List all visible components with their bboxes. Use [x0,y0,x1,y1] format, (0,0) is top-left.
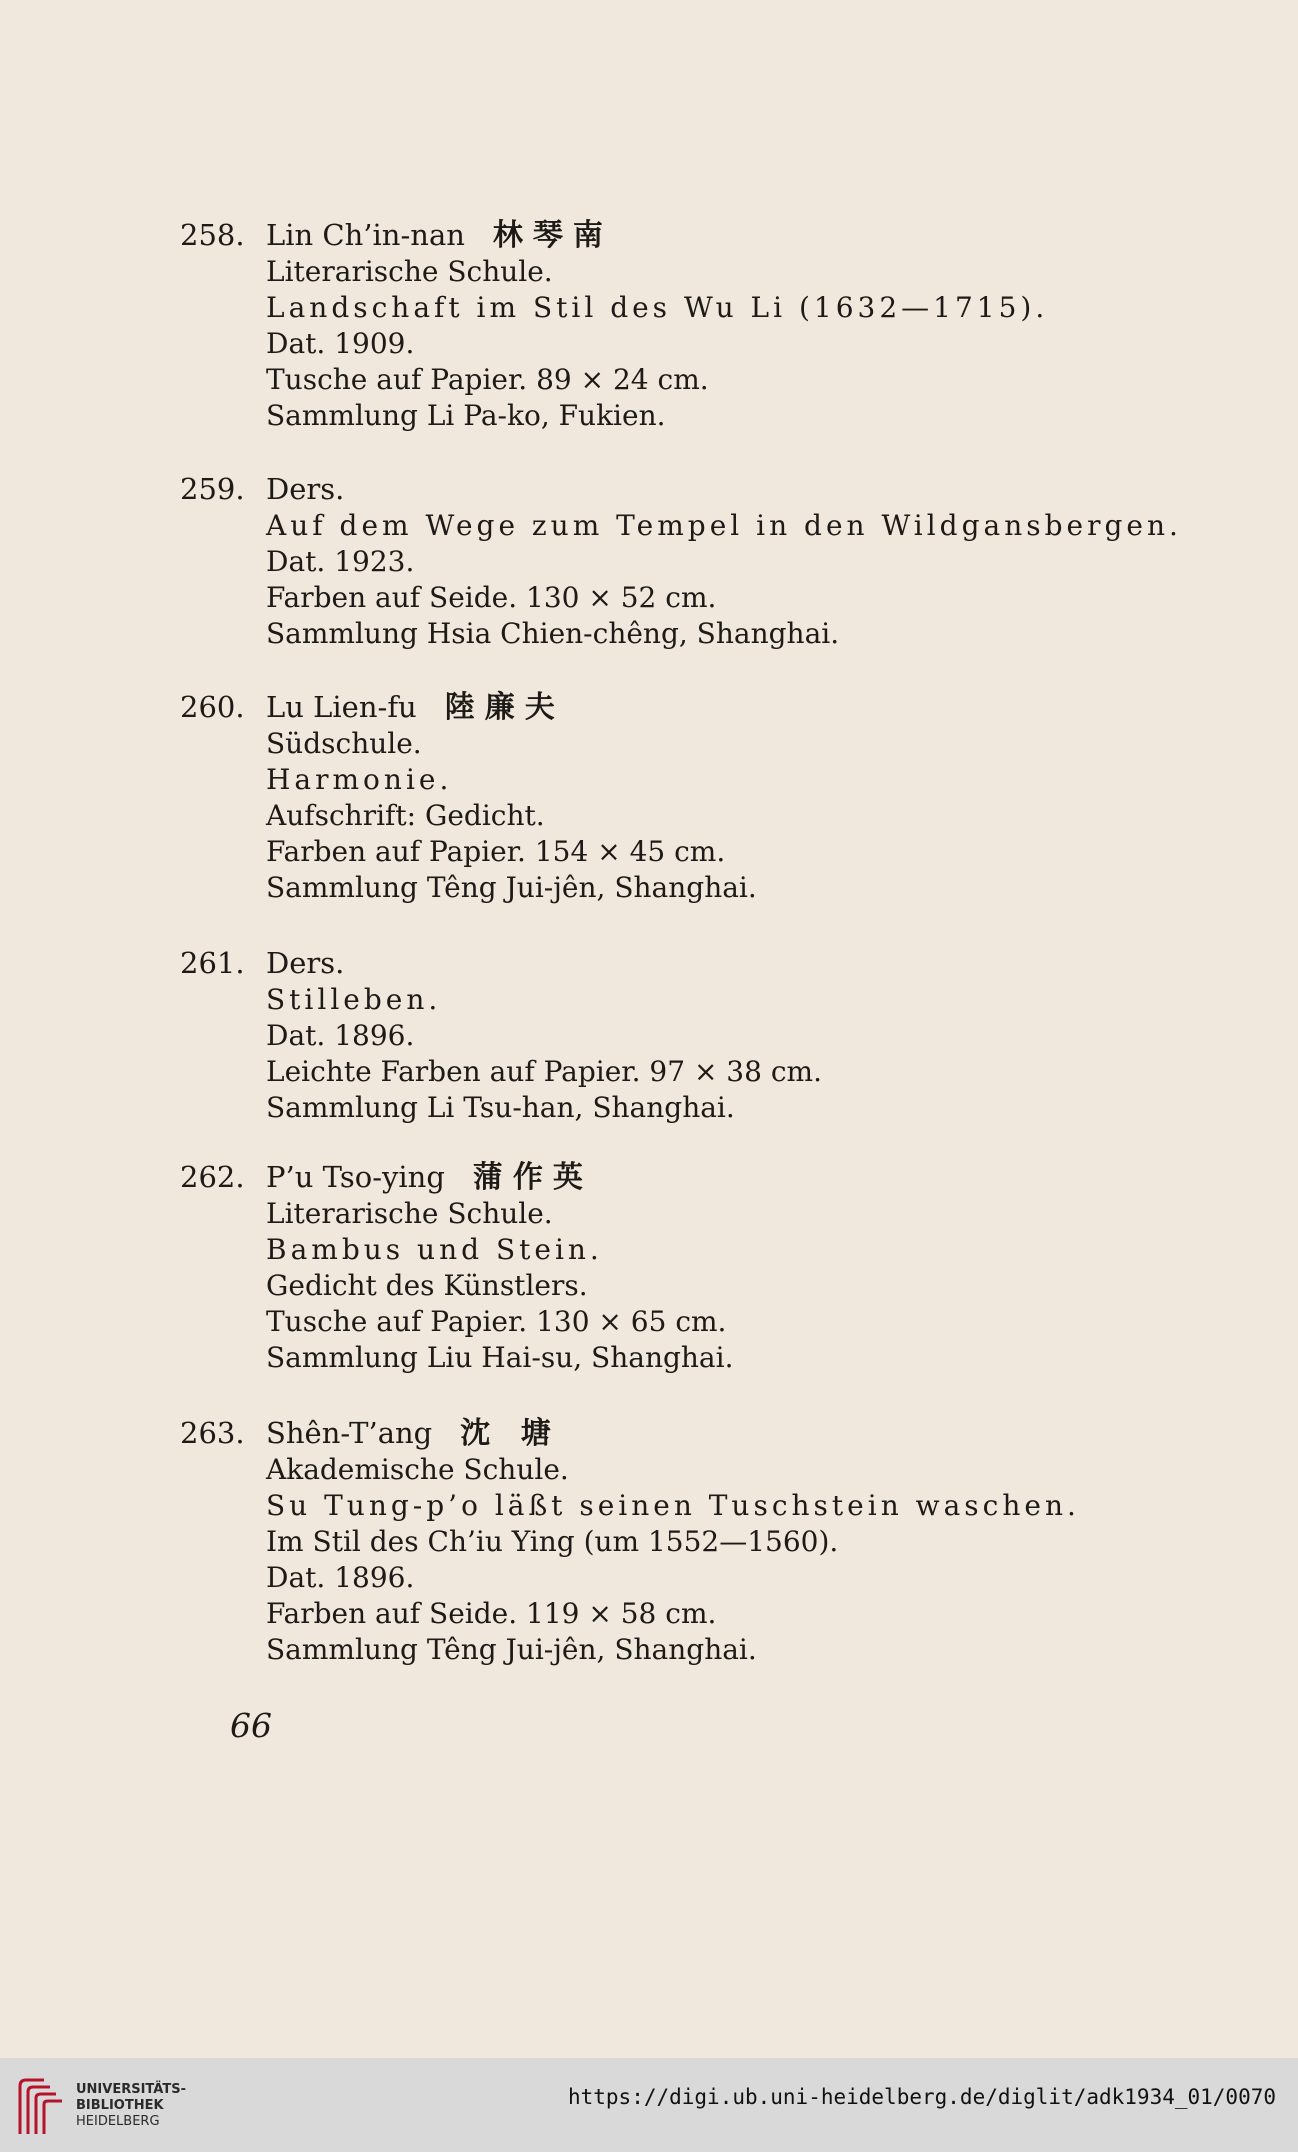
library-name [76,2082,186,2130]
entry-line: Dat. 1923. [266,545,415,578]
entry-details [266,982,1160,1126]
artist-name-chinese: 陸廉夫 [444,690,565,725]
entry-number: 259. [180,472,245,506]
catalog-entry-261 [180,944,1160,1126]
catalog-entry-260 [180,688,1160,906]
entry-line: Sammlung Hsia Chien-chêng, Shanghai. [266,617,840,650]
entry-number: 260. [180,690,245,724]
entry-line: Südschule. [266,727,422,760]
artist-name: Lin Ch’in-nan [266,218,465,252]
entry-line: Farben auf Seide. 119 × 58 cm. [266,1597,717,1630]
entry-number: 258. [180,218,245,252]
entry-line: Gedicht des Künstlers. [266,1269,588,1302]
entry-line: Harmonie. [266,763,453,796]
artist-name: Ders. [266,472,345,506]
entry-heading [180,688,1160,726]
entry-line: Im Stil des Ch’iu Ying (um 1552—1560). [266,1525,839,1558]
entry-heading [180,944,1160,982]
entry-line: Literarische Schule. [266,1197,553,1230]
library-name-line: HEIDELBERG [76,2114,160,2129]
entry-line: Auf dem Wege zum Tempel in den Wildgansbergen. [266,509,1182,542]
viewer-footer [0,2058,1298,2152]
entry-line: Sammlung Li Pa-ko, Fukien. [266,399,666,432]
entry-line: Literarische Schule. [266,255,553,288]
entry-details [266,1452,1160,1668]
entry-line: Leichte Farben auf Papier. 97 × 38 cm. [266,1055,822,1088]
entry-line: Sammlung Li Tsu-han, Shanghai. [266,1091,735,1124]
entry-heading [180,216,1160,254]
artist-name-chinese: 沈 塘 [460,1416,561,1451]
entry-line: Landschaft im Stil des Wu Li (1632—1715). [266,291,1049,324]
catalog-entry-263 [180,1414,1160,1668]
library-name-line: BIBLIOTHEK [76,2098,164,2113]
entry-line: Dat. 1896. [266,1561,415,1594]
entry-details [266,1196,1160,1376]
entry-heading [180,1158,1160,1196]
catalog-entry-258 [180,216,1160,434]
artist-name: Lu Lien-fu [266,690,417,724]
entry-line: Bambus und Stein. [266,1233,603,1266]
entry-line: Sammlung Liu Hai-su, Shanghai. [266,1341,734,1374]
entry-number: 263. [180,1416,245,1450]
entry-line: Sammlung Têng Jui-jên, Shanghai. [266,871,757,904]
entry-heading [180,470,1160,508]
entry-heading [180,1414,1160,1452]
catalog-entry-262 [180,1158,1160,1376]
entry-line: Tusche auf Papier. 89 × 24 cm. [266,363,709,396]
entry-details [266,254,1160,434]
entry-details [266,508,1182,652]
library-logo-icon[interactable] [14,2076,68,2138]
entry-line: Su Tung-p’o läßt seinen Tuschstein waschen. [266,1489,1080,1522]
entry-number: 262. [180,1160,245,1194]
page-number: 66 [230,1706,272,1745]
source-url-link[interactable]: https://digi.ub.uni-heidelberg.de/diglit/adk1934_01/0070 [567,2085,1276,2109]
entry-line: Farben auf Seide. 130 × 52 cm. [266,581,717,614]
entry-line: Stilleben. [266,983,442,1016]
entry-line: Akademische Schule. [266,1453,569,1486]
artist-name-chinese: 林琴南 [492,218,613,253]
entry-number: 261. [180,946,245,980]
entry-line: Sammlung Têng Jui-jên, Shanghai. [266,1633,757,1666]
entry-line: Dat. 1909. [266,327,415,360]
artist-name: Shên-T’ang [266,1416,433,1450]
entry-line: Farben auf Papier. 154 × 45 cm. [266,835,726,868]
artist-name: Ders. [266,946,345,980]
entry-line: Dat. 1896. [266,1019,415,1052]
artist-name: P’u Tso-ying [266,1160,445,1194]
entry-line: Tusche auf Papier. 130 × 65 cm. [266,1305,727,1338]
entry-line: Aufschrift: Gedicht. [266,799,545,832]
catalog-entry-259 [180,470,1182,652]
artist-name-chinese: 蒲作英 [472,1160,593,1195]
entry-details [266,726,1160,906]
library-name-line: UNIVERSITÄTS- [76,2082,186,2097]
